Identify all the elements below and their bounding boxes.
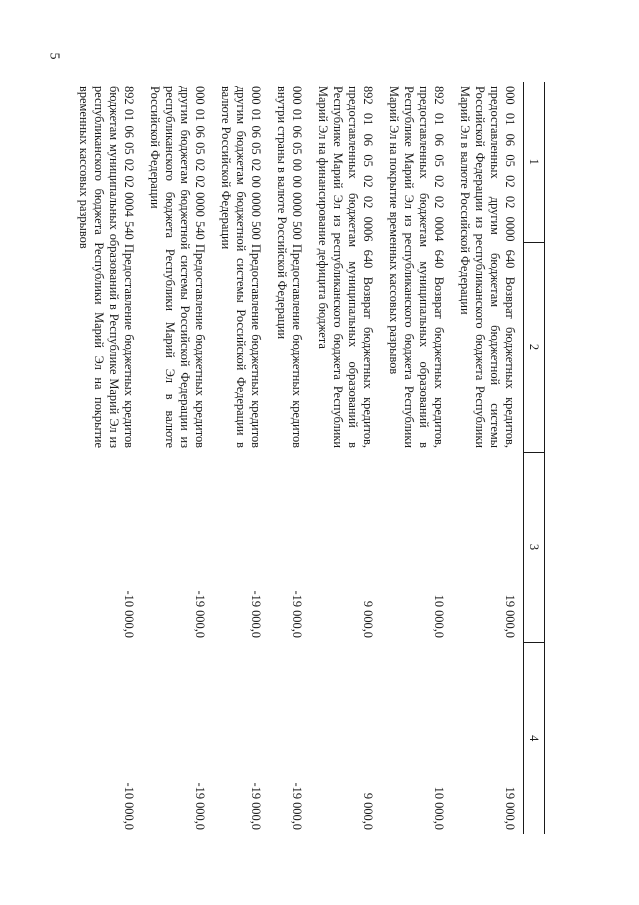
row-code: 892 01 06 05 02 02 0004 640 [432, 86, 446, 269]
row-value-col3: 10 000,0 [432, 594, 446, 638]
table-row [381, 82, 452, 834]
row-value-col4: 9 000,0 [361, 792, 375, 830]
row-value-col4: -10 000,0 [122, 782, 136, 830]
row-code: 892 01 06 05 02 02 0004 540 [122, 86, 136, 240]
table-row [71, 82, 142, 834]
row-value-col3: 9 000,0 [361, 600, 375, 638]
row-value-col4: -19 000,0 [290, 782, 304, 830]
budget-sources-table [71, 82, 545, 834]
row-value-col4: -19 000,0 [193, 782, 207, 830]
row-code: 000 01 06 05 02 02 0000 540 [193, 86, 207, 240]
row-code: 000 01 06 05 00 00 0000 500 [290, 86, 304, 240]
row-value-col4: 10 000,0 [432, 786, 446, 830]
row-name: Возврат бюджетных кредитов, предоставленных другим бюджетам бюджетной системы Российской Федерации из республиканского бюджета Республики Марий Эл в валюте Российской Федерации [458, 86, 517, 448]
row-code: 000 01 06 05 02 02 0000 640 [503, 86, 517, 269]
row-value-col3: 19 000,0 [503, 594, 517, 638]
header-col-1: 1 [524, 82, 545, 242]
row-description [269, 82, 310, 452]
row-name: Предоставление бюджетных кредитов внутри страны в валюте Российской Федерации [275, 86, 304, 448]
row-description [381, 82, 452, 452]
row-description [213, 82, 269, 452]
row-description [452, 82, 524, 452]
row-description [142, 82, 213, 452]
table-row [452, 82, 524, 834]
table-row [269, 82, 310, 834]
page-number: 5 [46, 52, 62, 60]
row-value-col3: -19 000,0 [193, 590, 207, 638]
row-name: Предоставление бюджетных кредитов другим бюджетам бюджетной системы Российской Федерации из республиканского бюджета Республики Марий Эл в валюте Российской Федерации [148, 86, 207, 448]
row-name: Предоставление бюджетных кредитов другим бюджетам бюджетной системы Российской Федерации в валюте Российской Федерации [219, 86, 263, 448]
row-value-col4: 19 000,0 [503, 786, 517, 830]
row-value-col3: -10 000,0 [122, 590, 136, 638]
row-value-col3: -19 000,0 [290, 590, 304, 638]
header-col-3: 3 [524, 452, 545, 642]
table-row [142, 82, 213, 834]
header-row [524, 82, 545, 834]
row-description [310, 82, 381, 452]
rotated-table-sheet [77, 82, 545, 834]
row-code: 892 01 06 05 02 02 0006 640 [361, 86, 375, 269]
table-row [213, 82, 269, 834]
row-name: Возврат бюджетных кредитов, предоставленных бюджетам муниципальных образований в Республике Марий Эл из республиканского бюджета Республики Марий Эл на покрытие временных кассовых разрывов [387, 86, 446, 448]
table-row [310, 82, 381, 834]
row-value-col3: -19 000,0 [249, 590, 263, 638]
row-name: Возврат бюджетных кредитов, предоставленных бюджетам муниципальных образований в Республике Марий Эл из республиканского бюджета Республики Марий Эл на финансирование дефицита бюджета [316, 86, 375, 448]
row-description [71, 82, 142, 452]
row-name: Предоставление бюджетных кредитов бюджетам муниципальных образований в Республике Марий Эл из республиканского бюджета Республики Марий Эл на покрытие временных кассовых разрывов [77, 86, 136, 448]
header-col-4: 4 [524, 642, 545, 834]
row-code: 000 01 06 05 02 00 0000 500 [249, 86, 263, 240]
header-col-2: 2 [524, 242, 545, 452]
row-value-col4: -19 000,0 [249, 782, 263, 830]
